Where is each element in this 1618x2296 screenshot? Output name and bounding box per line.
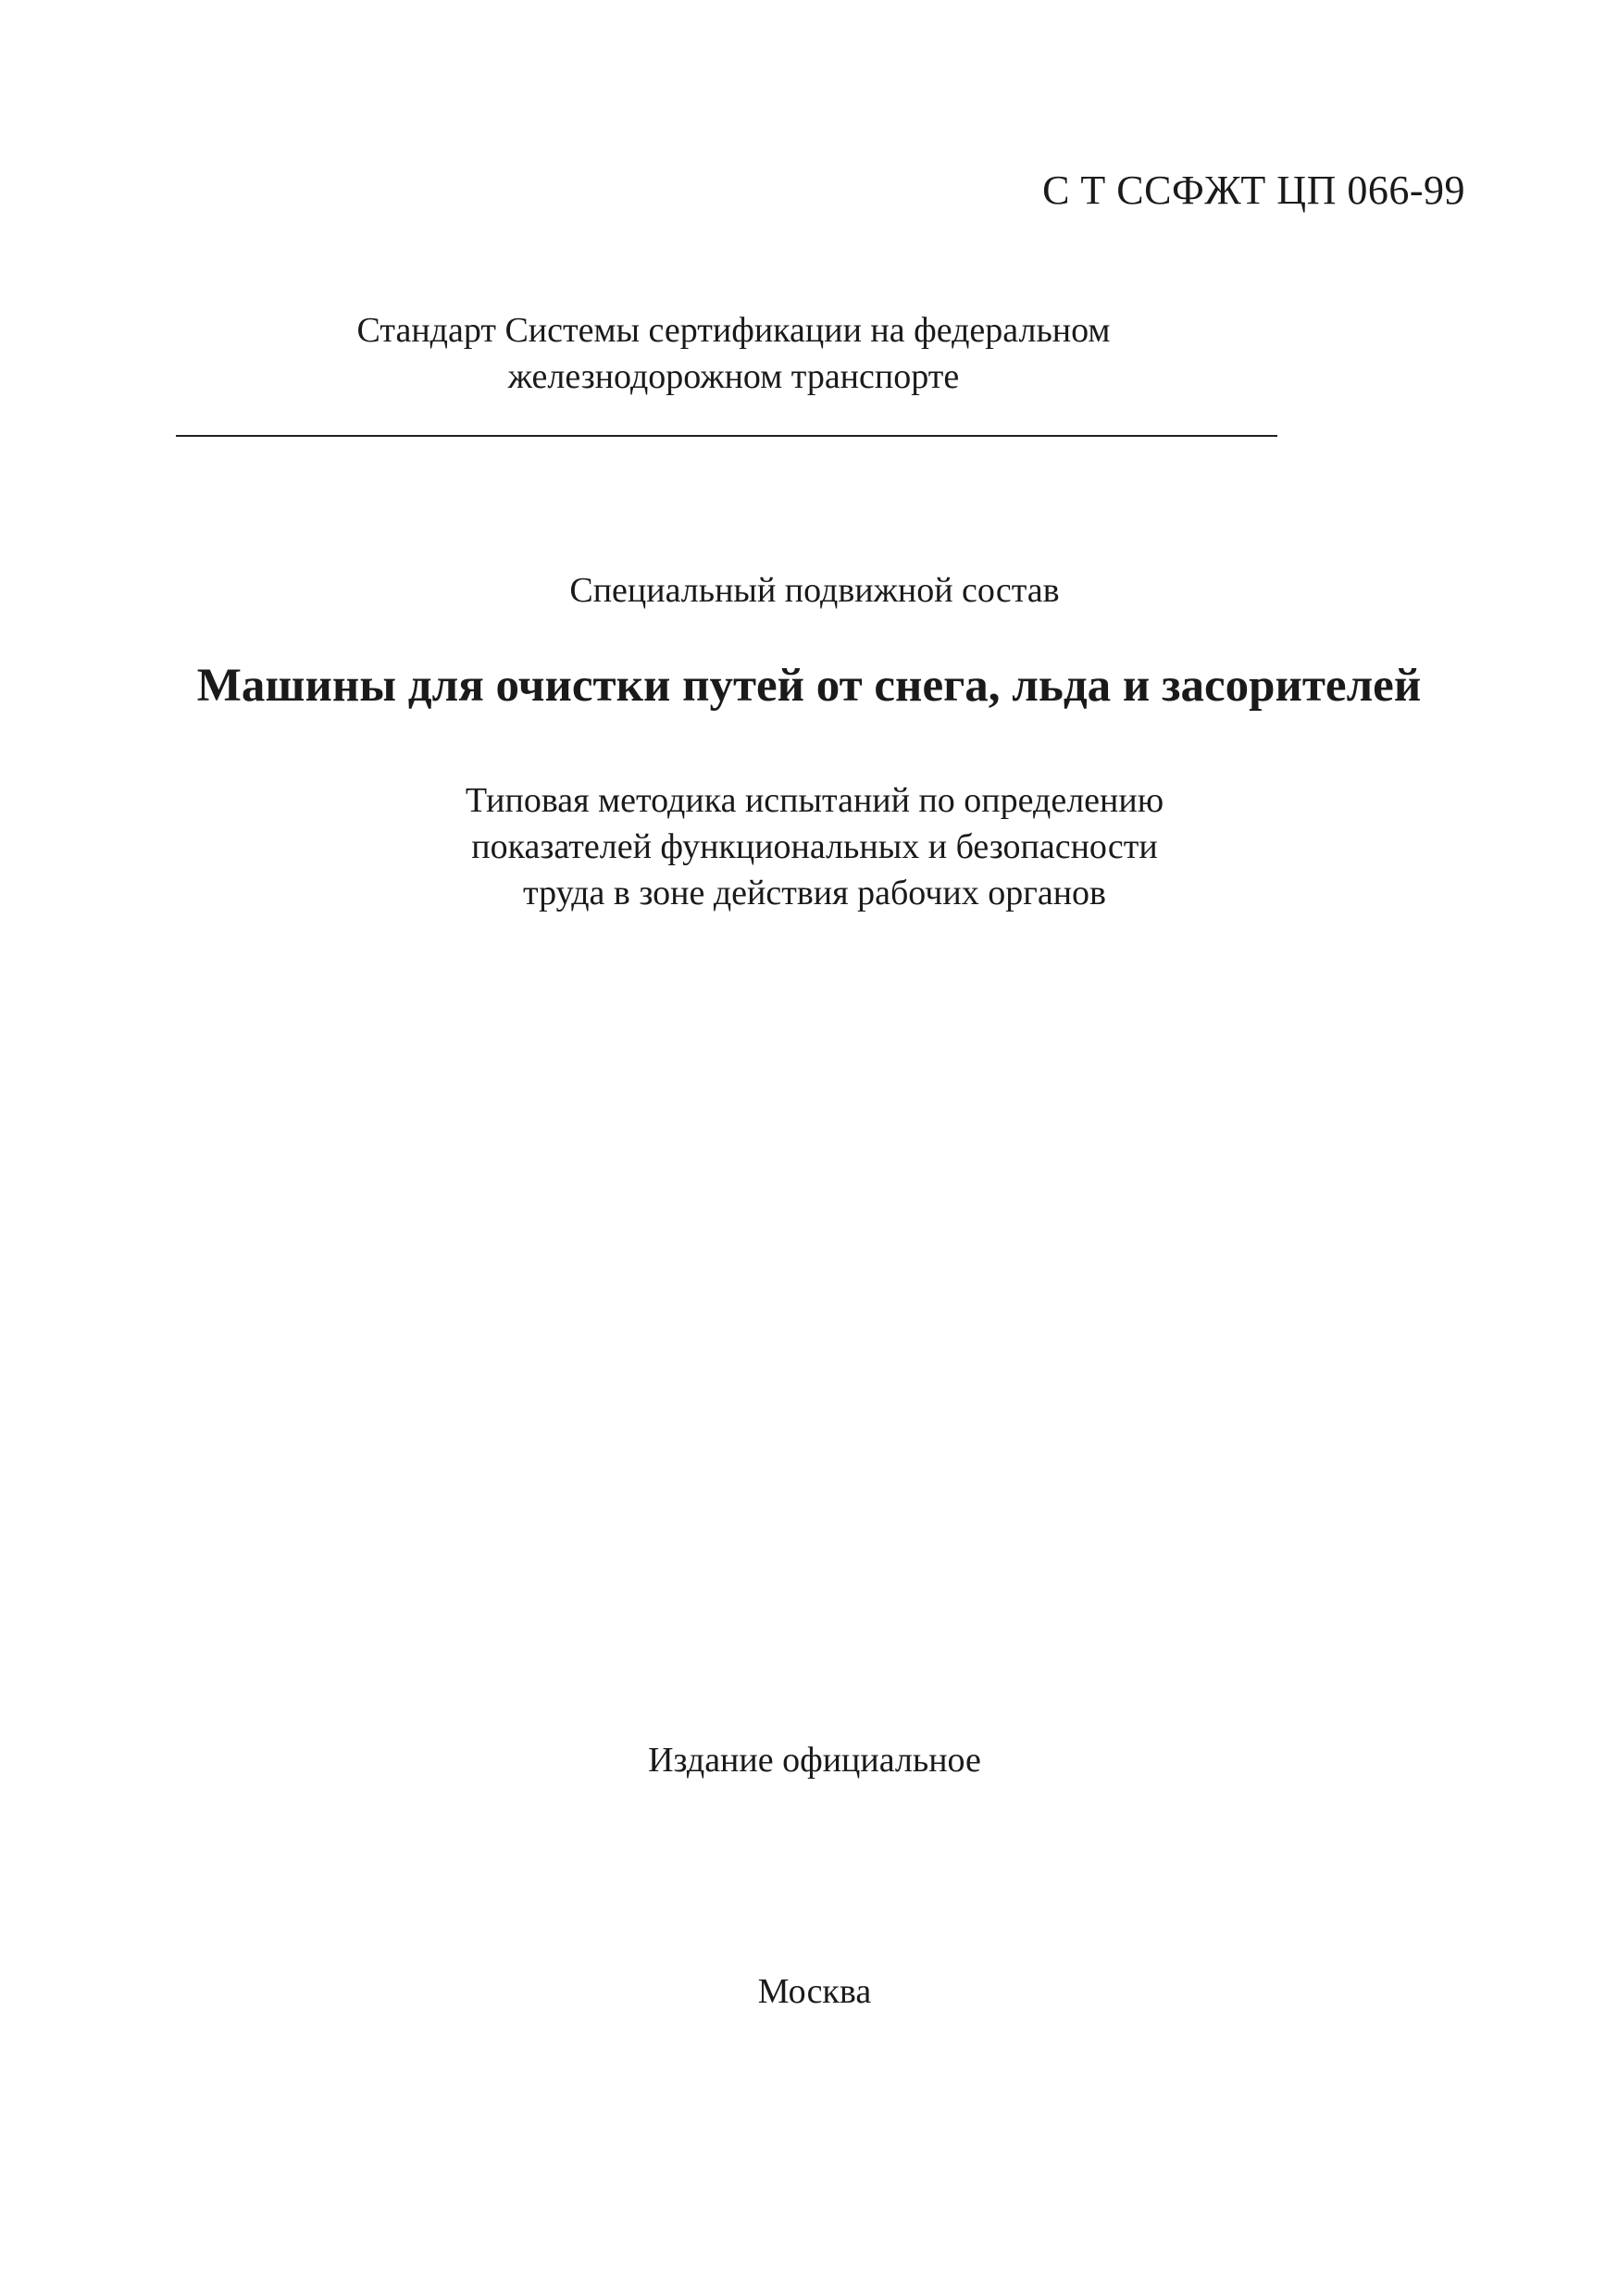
standard-title-line-1: Стандарт Системы сертификации на федеральном	[356, 311, 1111, 350]
standard-title-line-2: железнодорожном транспорте	[507, 357, 960, 396]
publication-city: Москва	[757, 1972, 872, 2011]
category-heading: Специальный подвижной состав	[569, 571, 1060, 610]
subtitle	[0, 777, 1618, 916]
subtitle-line-1: Типовая методика испытаний по определению	[465, 781, 1164, 820]
edition-note: Издание официальное	[648, 1741, 981, 1780]
main-title: Машины для очистки путей от снега, льда и засорителей	[196, 660, 1422, 712]
standard-system-title	[0, 307, 1467, 400]
horizontal-divider	[176, 435, 1277, 437]
document-code: С Т ССФЖТ ЦП 066-99	[1042, 168, 1465, 213]
subtitle-line-2: показателей функциональных и безопасности	[471, 827, 1158, 866]
subtitle-line-3: труда в зоне действия рабочих органов	[523, 874, 1106, 912]
